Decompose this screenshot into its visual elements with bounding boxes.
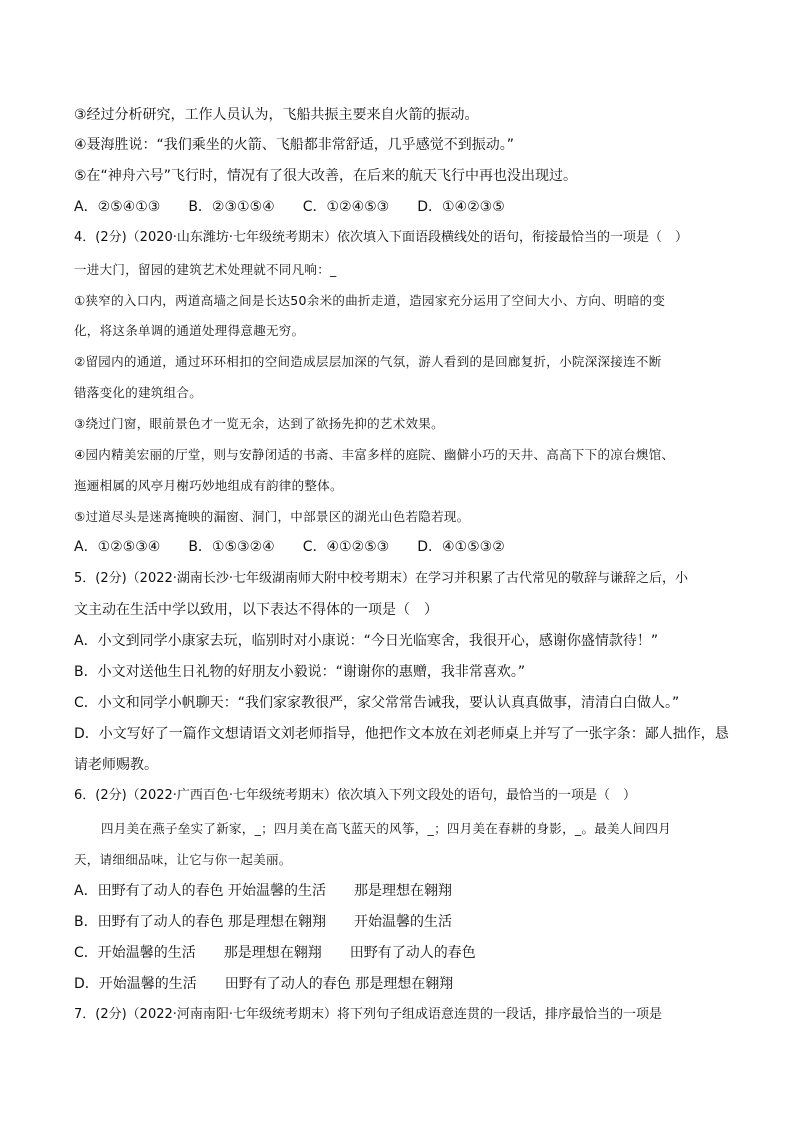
q6-option-d: D．开始温馨的生活 田野有了动人的春色 那是理想在翱翔	[74, 976, 454, 992]
q6-passage-cont: 天，请细细品味，让它与你一起美丽。	[74, 852, 292, 867]
q5-stem: 5．(2分)（2022·湖南长沙·七年级湖南师大附中校考期末）在学习并积累了古代常见的敬辞与谦辞之后，小	[74, 571, 689, 586]
q6-option-c: C．开始温馨的生活 那是理想在翱翔 田野有了动人的春色	[74, 945, 476, 961]
q5-stem-cont: 文主动在生活中学以致用，以下表达不得体的一项是（ ）	[74, 602, 438, 618]
q6-passage: 四月美在燕子垒实了新家，_；四月美在高飞蓝天的风筝，_；四月美在春耕的身影，_。最美人间四月	[101, 821, 672, 836]
q4-item-2-cont: 错落变化的建筑组合。	[74, 385, 203, 400]
sentence-3: ③经过分析研究，工作人员认为，飞船共振主要来自火箭的振动。	[74, 107, 479, 123]
q4-item-1-cont: 化，将这条单调的通道处理得意趣无穷。	[74, 323, 305, 338]
q6-option-a: A．田野有了动人的春色 开始温馨的生活 那是理想在翱翔	[74, 883, 453, 899]
q5-option-d: D．小文写好了一篇作文想请语文刘老师指导，他把作文本放在刘老师桌上并写了一张字条：鄙人拙作，恳	[74, 726, 729, 742]
q5-option-b: B．小文对送他生日礼物的好朋友小毅说：“谢谢你的惠赠，我非常喜欢。”	[74, 664, 526, 680]
q4-item-1: ①狭窄的入口内，两道高墙之间是长达50余米的曲折走道，造园家充分运用了空间大小、方向、明暗的变	[74, 293, 666, 308]
q4-stem: 4．(2分)（2020·山东潍坊·七年级统考期末）依次填入下面语段横线处的语句，衔接最恰当的一项是（ ）	[74, 230, 689, 245]
sentence-5: ⑤在“神舟六号”飞行时，情况有了很大改善，在后来的航天飞行中再也没出现过。	[74, 168, 578, 184]
q4-item-5: ⑤过道尽头是迷离掩映的漏窗、洞门，中部景区的湖光山色若隐若现。	[74, 509, 470, 524]
q5-option-a: A．小文到同学小康家去玩，临别时对小康说：“今日光临寒舍，我很开心，感谢你盛情款待！”	[74, 633, 659, 649]
q5-option-d-cont: 请老师赐教。	[74, 757, 158, 773]
q6-stem: 6．(2分)（2022·广西百色·七年级统考期末）依次填入下列文段处的语句，最恰当的一项是（ ）	[74, 788, 637, 803]
q6-option-b: B．田野有了动人的春色 那是理想在翱翔 开始温馨的生活	[74, 914, 453, 930]
q5-option-c: C．小文和同学小帆聊天：“我们家家教很严，家父常常告诫我，要认认真真做事，清清白白做人。”	[74, 695, 680, 711]
q4-passage-intro: 一进大门，留园的建筑艺术处理就不同凡响：_	[74, 262, 337, 277]
sentence-4: ④聂海胜说：“我们乘坐的火箭、飞船都非常舒适，几乎感觉不到振动。”	[74, 137, 515, 153]
q4-options: A．①②⑤③④ B．①⑤③②④ C．④①②⑤③ D．④①⑤③②	[74, 539, 505, 555]
q4-item-4-cont: 迤逦相属的风亭月榭巧妙地组成有韵律的整体。	[74, 478, 343, 493]
q7-stem: 7．(2分)（2022·河南南阳·七年级统考期末）将下列句子组成语意连贯的一段话，排序最恰当的一项是	[74, 1007, 663, 1022]
q4-item-4: ④园内精美宏丽的厅堂，则与安静闭适的书斋、丰富多样的庭院、幽僻小巧的天井、高高下下的凉台燠馆、	[74, 447, 675, 462]
q4-item-2: ②留园内的通道，通过环环相扣的空间造成层层加深的气氛，游人看到的是回廊复折，小院深深接连不断	[74, 354, 662, 369]
q4-item-3: ③绕过门窗，眼前景色才一览无余，达到了欲扬先抑的艺术效果。	[74, 416, 444, 431]
q3-options: A．②⑤④①③ B．②③①⑤④ C．①②④⑤③ D．①④②③⑤	[74, 199, 505, 215]
